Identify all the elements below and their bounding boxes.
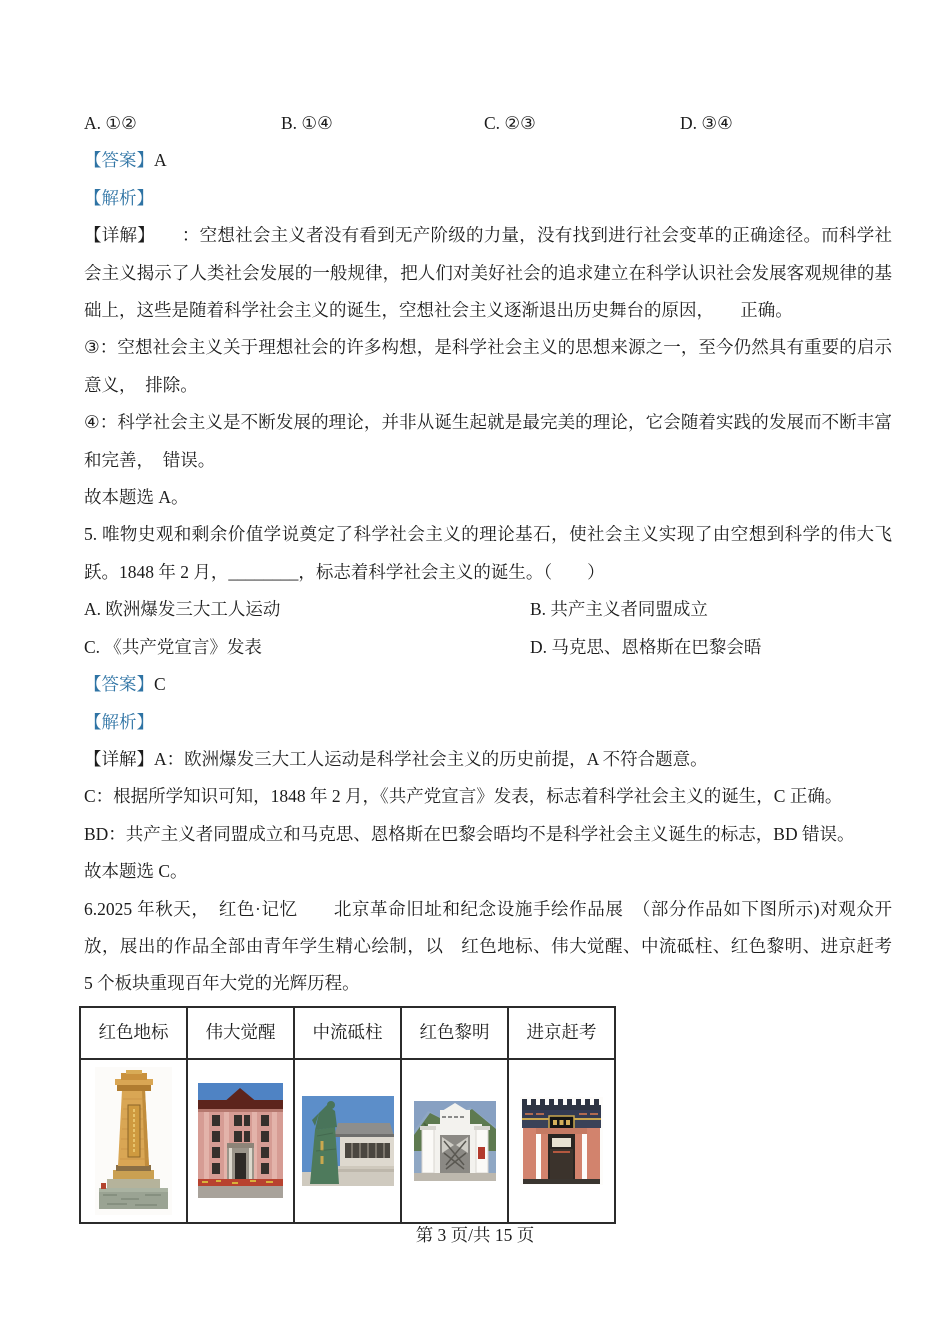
page-content — [84, 105, 914, 1224]
exhibit-table-header-row — [80, 1007, 615, 1059]
exhibit-header-red-landmark: 红色地标 — [80, 1007, 187, 1059]
traditional-red-gate-image — [520, 1097, 603, 1185]
exhibit-header-to-beijing-exam: 进京赶考 — [508, 1007, 615, 1059]
q4-option-a: A. ①② — [84, 113, 137, 133]
q5-answer-line — [84, 666, 892, 703]
exhibit-cell-to-beijing-exam — [508, 1059, 615, 1223]
q4-analysis-line — [84, 180, 892, 217]
exhibit-cell-red-dawn — [401, 1059, 508, 1223]
page-number-footer — [0, 1222, 950, 1247]
golden-monument-image — [95, 1067, 172, 1215]
exhibit-header-mainstay: 中流砥柱 — [294, 1007, 401, 1059]
exhibit-cell-mainstay — [294, 1059, 401, 1223]
q4-detail-paragraph-3: ④：科学社会主义是不断发展的理论，并非从诞生起就是最完美的理论，它会随着实践的发展而不断丰富和完善， 错误。 — [84, 412, 892, 470]
q5-options-row-2 — [84, 629, 892, 666]
q5-detail-paragraph-2: C：根据所学知识可知，1848 年 2 月，《共产党宣言》发表，标志着科学社会主义的诞生，C 正确。 — [84, 786, 843, 807]
q4-option-b: B. ①④ — [281, 113, 333, 133]
q4-answer-label: 【答案】 — [84, 150, 154, 171]
q5-option-b: B. 共产主义者同盟成立 — [530, 599, 708, 620]
bronze-statue-memorial-hall-image — [302, 1096, 394, 1186]
exhibit-cell-great-awakening — [187, 1059, 294, 1223]
q5-detail-paragraph-3: BD：共产主义者同盟成立和马克思、恩格斯在巴黎会晤均不是科学社会主义诞生的标志，BD 错误。 — [84, 823, 855, 844]
q5-option-c: C. 《共产党宣言》发表 — [84, 636, 262, 657]
q4-detail-paragraph-2: ③：空想社会主义关于理想社会的许多构想，是科学社会主义的思想来源之一，至今仍然具有重要的启示意义， 排除。 — [84, 337, 892, 395]
q6-exhibit-table — [79, 1006, 616, 1224]
red-brick-building-image — [198, 1083, 283, 1198]
q5-option-a: A. 欧洲爆发三大工人运动 — [84, 599, 281, 620]
white-memorial-gate-image — [414, 1101, 496, 1181]
q4-option-c: C. ②③ — [484, 113, 536, 133]
q4-analysis-label: 【解析】 — [84, 187, 154, 208]
q5-conclusion: 故本题选 C。 — [84, 861, 188, 882]
q4-answer-line — [84, 142, 892, 179]
q5-options-row-1 — [84, 591, 892, 628]
exhibit-header-red-dawn: 红色黎明 — [401, 1007, 508, 1059]
q4-option-d: D. ③④ — [680, 113, 733, 133]
exhibit-cell-red-landmark — [80, 1059, 187, 1223]
q6-stem: 6.2025 年秋天， 红色·记忆 北京革命旧址和纪念设施手绘作品展 （部分作品如下图所示)对观众开放，展出的作品全部由青年学生精心绘制，以 红色地标、伟大觉醒、中流砥柱、红色黎明、进京赶考 5 个板块重现百年大党的光辉历程。 — [84, 898, 914, 994]
page-indicator: 第 3 页/共 15 页 — [415, 1225, 535, 1245]
q5-stem: 5. 唯物史观和剩余价值学说奠定了科学社会主义的理论基石，使社会主义实现了由空想到科学的伟大飞跃。1848 年 2 月，________，标志着科学社会主义的诞生。（ ） — [84, 524, 892, 582]
q5-analysis-label: 【解析】 — [84, 711, 154, 732]
q4-answer-value: A — [154, 150, 167, 171]
q5-answer-label: 【答案】 — [84, 674, 154, 695]
exhibit-header-great-awakening: 伟大觉醒 — [187, 1007, 294, 1059]
q5-option-d: D. 马克思、恩格斯在巴黎会晤 — [530, 636, 762, 657]
q5-analysis-line — [84, 704, 892, 741]
q5-answer-value: C — [154, 674, 166, 695]
exhibit-table-image-row — [80, 1059, 615, 1223]
q4-detail-paragraph-1: 【详解】 ：空想社会主义者没有看到无产阶级的力量，没有找到进行社会变革的正确途径。而科学社会主义揭示了人类社会发展的一般规律，把人们对美好社会的追求建立在科学认识社会发展客观规律的基础上，这些是随着科学社会主义的诞生，空想社会主义逐渐退出历史舞台的原因， 正确。 — [84, 225, 892, 321]
q5-detail-paragraph-1: 【详解】A：欧洲爆发三大工人运动是科学社会主义的历史前提，A 不符合题意。 — [84, 748, 708, 769]
q4-conclusion: 故本题选 A。 — [84, 487, 189, 508]
q4-options-row — [84, 105, 892, 142]
